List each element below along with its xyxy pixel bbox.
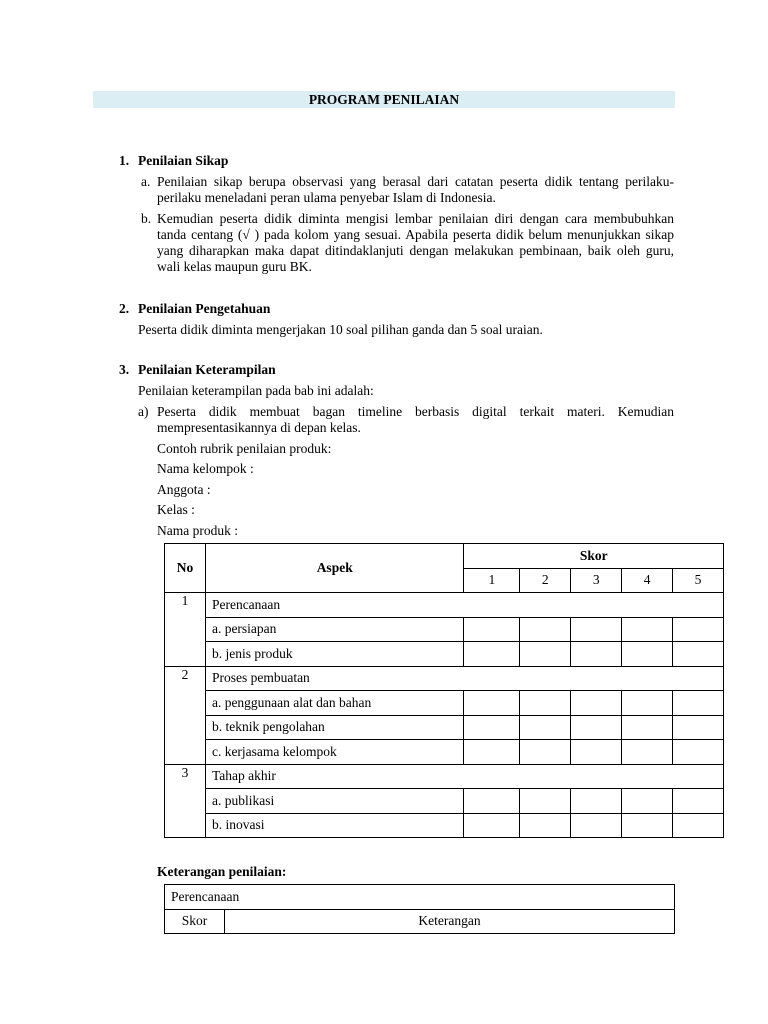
aspect-group-name: Proses pembuatan	[205, 666, 723, 691]
score-cell[interactable]	[622, 715, 673, 740]
score-cell[interactable]	[520, 617, 571, 642]
keterangan-table	[164, 884, 675, 934]
page-title: PROGRAM PENILAIAN	[93, 91, 675, 108]
score-cell[interactable]	[520, 813, 571, 838]
score-cell[interactable]	[622, 813, 673, 838]
aspect-group-name: Tahap akhir	[205, 764, 723, 789]
class-label: Kelas :	[157, 502, 195, 517]
score-cell[interactable]	[520, 740, 571, 765]
score-cell[interactable]	[673, 715, 724, 740]
table-row	[165, 813, 724, 838]
header-aspek: Aspek	[205, 544, 463, 593]
members-label: Anggota :	[157, 482, 211, 497]
score-cell[interactable]	[673, 691, 724, 716]
rubric-table	[164, 543, 724, 838]
table-row	[165, 642, 724, 667]
table-row	[165, 666, 724, 691]
product-name-label: Nama produk :	[157, 523, 238, 538]
table-row	[165, 909, 675, 934]
score-cell[interactable]	[571, 642, 622, 667]
score-cell[interactable]	[571, 740, 622, 765]
score-header-1: 1	[464, 568, 520, 593]
header-no: No	[165, 544, 206, 593]
score-cell[interactable]	[622, 642, 673, 667]
aspect-sub: c. kerjasama kelompok	[205, 740, 463, 765]
table-row	[165, 740, 724, 765]
score-cell[interactable]	[520, 691, 571, 716]
score-cell[interactable]	[571, 789, 622, 814]
section-3-intro: Penilaian keterampilan pada bab ini adalah:	[138, 383, 374, 398]
row-no: 1	[165, 593, 206, 667]
aspect-sub: a. persiapan	[205, 617, 463, 642]
section-2-number: 2.	[119, 301, 130, 316]
score-cell[interactable]	[571, 691, 622, 716]
section-1-heading: Penilaian Sikap	[138, 153, 229, 168]
score-cell[interactable]	[464, 813, 520, 838]
score-cell[interactable]	[622, 789, 673, 814]
score-cell[interactable]	[464, 642, 520, 667]
table-row	[165, 691, 724, 716]
score-cell[interactable]	[622, 740, 673, 765]
rubric-example-label: Contoh rubrik penilaian produk:	[157, 441, 332, 456]
section-1-item-b-marker: b.	[141, 211, 152, 226]
score-cell[interactable]	[571, 715, 622, 740]
table-row	[165, 764, 724, 789]
section-3-heading: Penilaian Keterampilan	[138, 362, 276, 377]
aspect-sub: b. jenis produk	[205, 642, 463, 667]
score-cell[interactable]	[622, 691, 673, 716]
section-1-item-a-marker: a.	[141, 174, 151, 189]
section-1-number: 1.	[119, 153, 130, 168]
aspect-group-name: Perencanaan	[205, 593, 723, 618]
table-header-row	[165, 544, 724, 569]
score-cell[interactable]	[520, 789, 571, 814]
table-row	[165, 617, 724, 642]
section-3-item-marker: a)	[138, 404, 149, 419]
score-cell[interactable]	[520, 715, 571, 740]
score-cell[interactable]	[673, 642, 724, 667]
section-1-item-b-text: Kemudian peserta didik diminta mengisi lembar penilaian diri dengan cara membubuhkan tanda centang (√ ) pada kolom yang sesuai. Apabila peserta didik belum menunjukkan sikap yang diharapkan maka dapat ditindaklanjuti dengan melakukan pembinaan, baik oleh guru, wali kelas maupun guru BK.	[157, 211, 674, 274]
section-3-item-text: Peserta didik membuat bagan timeline berbasis digital terkait materi. Kemudian mempresentasikannya di depan kelas.	[157, 404, 674, 435]
keterangan-col-skor: Skor	[165, 909, 225, 934]
row-no: 2	[165, 666, 206, 764]
score-cell[interactable]	[464, 715, 520, 740]
row-no: 3	[165, 764, 206, 838]
aspect-sub: a. penggunaan alat dan bahan	[205, 691, 463, 716]
score-header-5: 5	[673, 568, 724, 593]
section-1-item-a-text: Penilaian sikap berupa observasi yang berasal dari catatan peserta didik tentang perilaku-perilaku meneladani peran ulama penyebar Islam di Indonesia.	[157, 174, 674, 205]
section-3-number: 3.	[119, 362, 130, 377]
score-cell[interactable]	[464, 740, 520, 765]
group-name-label: Nama kelompok :	[157, 461, 254, 476]
section-2-heading: Penilaian Pengetahuan	[138, 301, 271, 316]
score-header-2: 2	[520, 568, 571, 593]
header-skor: Skor	[464, 544, 724, 569]
score-cell[interactable]	[673, 740, 724, 765]
table-row	[165, 715, 724, 740]
score-cell[interactable]	[673, 813, 724, 838]
score-cell[interactable]	[464, 691, 520, 716]
score-cell[interactable]	[464, 789, 520, 814]
keterangan-col-keterangan: Keterangan	[224, 909, 674, 934]
score-cell[interactable]	[520, 642, 571, 667]
table-row	[165, 593, 724, 618]
keterangan-heading: Keterangan penilaian:	[157, 864, 287, 879]
table-row	[165, 885, 675, 910]
score-cell[interactable]	[571, 813, 622, 838]
aspect-sub: a. publikasi	[205, 789, 463, 814]
score-cell[interactable]	[673, 789, 724, 814]
score-header-4: 4	[622, 568, 673, 593]
aspect-sub: b. teknik pengolahan	[205, 715, 463, 740]
keterangan-section-label: Perencanaan	[165, 885, 675, 910]
aspect-sub: b. inovasi	[205, 813, 463, 838]
score-cell[interactable]	[622, 617, 673, 642]
table-row	[165, 789, 724, 814]
section-2-text: Peserta didik diminta mengerjakan 10 soal pilihan ganda dan 5 soal uraian.	[138, 322, 543, 337]
score-cell[interactable]	[673, 617, 724, 642]
score-cell[interactable]	[571, 617, 622, 642]
score-header-3: 3	[571, 568, 622, 593]
score-cell[interactable]	[464, 617, 520, 642]
